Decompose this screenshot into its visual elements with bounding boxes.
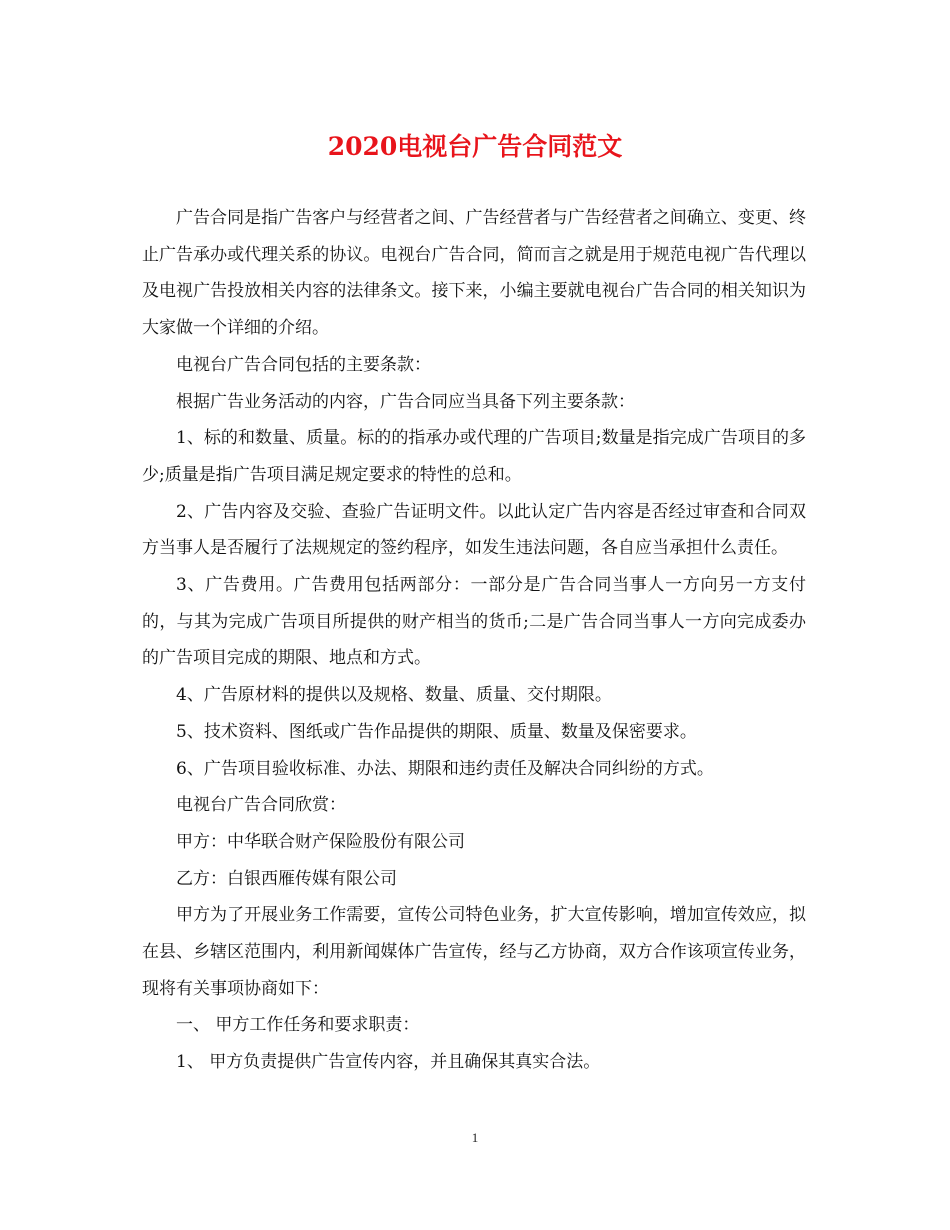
paragraph-clause-2: 2、广告内容及交验、查验广告证明文件。以此认定广告内容是否经过审查和合同双方当事人是否履行了法规规定的签约程序，如发生违法问题，各自应当承担什么责任。 <box>142 501 806 559</box>
paragraph-party-b: 乙方：白银西雁传媒有限公司 <box>176 868 397 889</box>
paragraph-clauses-lead: 根据广告业务活动的内容，广告合同应当具备下列主要条款： <box>176 391 635 412</box>
paragraph-clause-4: 4、广告原材料的提供以及规格、数量、质量、交付期限。 <box>176 685 612 706</box>
document-title: 2020电视台广告合同范文 <box>327 132 623 161</box>
paragraph-clause-1: 1、标的和数量、质量。标的的指承办或代理的广告项目;数量是指完成广告项目的多少;质量是指广告项目满足规定要求的特性的总和。 <box>142 428 806 485</box>
document-body <box>142 200 806 1081</box>
paragraph-intro: 广告合同是指广告客户与经营者之间、广告经营者与广告经营者之间确立、变更、终止广告承办或代理关系的协议。电视台广告合同，简而言之就是用于规范电视广告代理以及电视广告投放相关内容的法律条文。接下来，小编主要就电视台广告合同的相关知识为大家做一个详细的介绍。 <box>142 208 806 339</box>
paragraph-party-a: 甲方：中华联合财产保险股份有限公司 <box>176 831 465 852</box>
paragraph-sample-heading: 电视台广告合同欣赏： <box>176 795 346 816</box>
paragraph-clause-5: 5、技术资料、图纸或广告作品提供的期限、质量、数量及保密要求。 <box>176 721 697 742</box>
paragraph-section-1-item-1: 1、 甲方负责提供广告宣传内容，并且确保其真实合法。 <box>176 1052 601 1073</box>
paragraph-section-1-heading: 一、 甲方工作任务和要求职责： <box>176 1015 420 1036</box>
page-number: 1 <box>471 1130 479 1145</box>
paragraph-main-clauses-heading: 电视台广告合同包括的主要条款： <box>176 354 431 375</box>
paragraph-clause-6: 6、广告项目验收标准、办法、期限和违约责任及解决合同纠纷的方式。 <box>176 758 714 779</box>
paragraph-clause-3: 3、广告费用。广告费用包括两部分：一部分是广告合同当事人一方向另一方支付的，与其为完成广告项目所提供的财产相当的货币;二是广告合同当事人一方向完成委办的广告项目完成的期限、地点和方式。 <box>142 575 806 669</box>
paragraph-purpose: 甲方为了开展业务工作需要，宣传公司特色业务，扩大宣传影响，增加宣传效应，拟在县、乡辖区范围内，利用新闻媒体广告宣传，经与乙方协商，双方合作该项宣传业务，现将有关事项协商如下： <box>142 905 806 999</box>
